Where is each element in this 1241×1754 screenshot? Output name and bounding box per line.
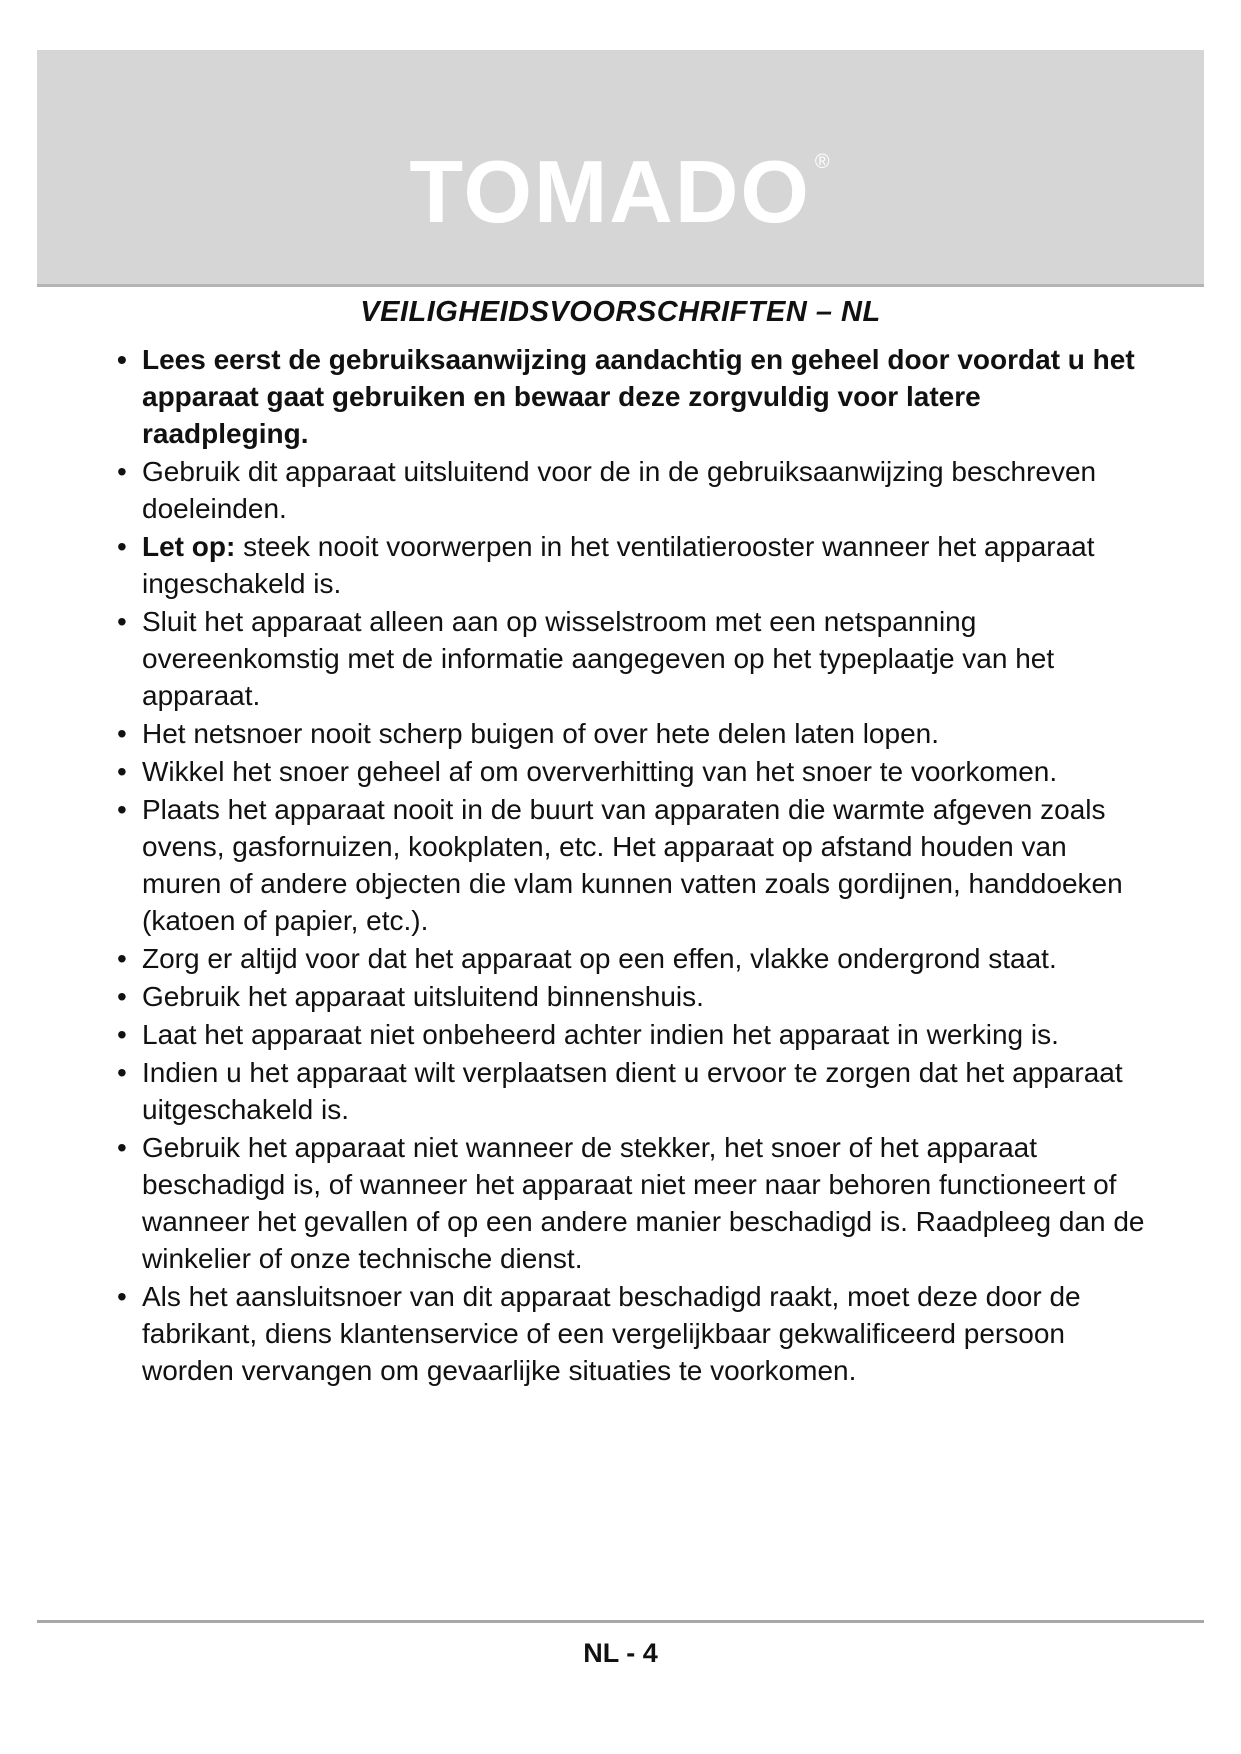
list-item <box>117 1278 1147 1389</box>
bullet-icon: • <box>117 756 127 787</box>
list-item <box>117 1129 1147 1277</box>
instruction-label: Let op: <box>142 531 236 562</box>
bullet-icon: • <box>117 1057 127 1088</box>
header-band <box>37 50 1204 287</box>
bullet-icon: • <box>117 794 127 825</box>
brand-name: TOMADO <box>409 142 811 241</box>
safety-instructions-list <box>117 341 1147 1390</box>
bullet-icon: • <box>117 943 127 974</box>
bullet-icon: • <box>117 1019 127 1050</box>
brand-logo <box>37 142 1204 241</box>
instruction-text: Zorg er altijd voor dat het apparaat op een effen, vlakke ondergrond staat. <box>142 943 1057 974</box>
bullet-icon: • <box>117 1132 127 1163</box>
bullet-icon: • <box>117 981 127 1012</box>
instruction-text: Laat het apparaat niet onbeheerd achter indien het apparaat in werking is. <box>142 1019 1059 1050</box>
bullet-icon: • <box>117 344 127 375</box>
instruction-text: Als het aansluitsnoer van dit apparaat beschadigd raakt, moet deze door de fabrikant, diens klantenservice of een vergelijkbaar gekwalificeerd persoon worden vervangen om gevaarlijke situaties te voorkomen. <box>142 1281 1081 1386</box>
list-item <box>117 978 1147 1015</box>
instruction-text: Sluit het apparaat alleen aan op wisselstroom met een netspanning overeenkomstig met de informatie aangegeven op het typeplaatje van het apparaat. <box>142 606 1055 711</box>
page-number: NL - 4 <box>583 1638 658 1668</box>
instruction-text: Lees eerst de gebruiksaanwijzing aandachtig en geheel door voordat u het apparaat gaat gebruiken en bewaar deze zorgvuldig voor latere raadpleging. <box>142 344 1135 449</box>
footer-divider <box>37 1620 1204 1623</box>
instruction-text: steek nooit voorwerpen in het ventilatierooster wanneer het apparaat ingeschakeld is. <box>142 531 1095 599</box>
registered-mark: ® <box>814 151 832 173</box>
list-item <box>117 753 1147 790</box>
list-item <box>117 341 1147 452</box>
instruction-text: Indien u het apparaat wilt verplaatsen dient u ervoor te zorgen dat het apparaat uitgeschakeld is. <box>142 1057 1123 1125</box>
list-item <box>117 528 1147 602</box>
bullet-icon: • <box>117 718 127 749</box>
instruction-text: Gebruik dit apparaat uitsluitend voor de in de gebruiksaanwijzing beschreven doeleinden. <box>142 456 1097 524</box>
bullet-icon: • <box>117 531 127 562</box>
instruction-text: Plaats het apparaat nooit in de buurt van apparaten die warmte afgeven zoals ovens, gasfornuizen, kookplaten, etc. Het apparaat op afstand houden van muren of andere objecten die vlam kunnen vatten zoals gordijnen, handdoeken (katoen of papier, etc.). <box>142 794 1123 936</box>
list-item <box>117 715 1147 752</box>
section-title: VEILIGHEIDSVOORSCHRIFTEN – NL <box>360 296 881 328</box>
list-item <box>117 940 1147 977</box>
bullet-icon: • <box>117 606 127 637</box>
list-item <box>117 453 1147 527</box>
list-item <box>117 791 1147 939</box>
list-item <box>117 603 1147 714</box>
instruction-text: Het netsnoer nooit scherp buigen of over hete delen laten lopen. <box>142 718 940 749</box>
instruction-text: Gebruik het apparaat uitsluitend binnenshuis. <box>142 981 704 1012</box>
bullet-icon: • <box>117 1281 127 1312</box>
list-item <box>117 1016 1147 1053</box>
list-item <box>117 1054 1147 1128</box>
instruction-text: Gebruik het apparaat niet wanneer de stekker, het snoer of het apparaat beschadigd is, of wanneer het apparaat niet meer naar behoren functioneert of wanneer het gevallen of op een andere manier beschadigd is. Raadpleeg dan de winkelier of onze technische dienst. <box>142 1132 1145 1274</box>
instruction-text: Wikkel het snoer geheel af om oververhitting van het snoer te voorkomen. <box>142 756 1058 787</box>
bullet-icon: • <box>117 456 127 487</box>
